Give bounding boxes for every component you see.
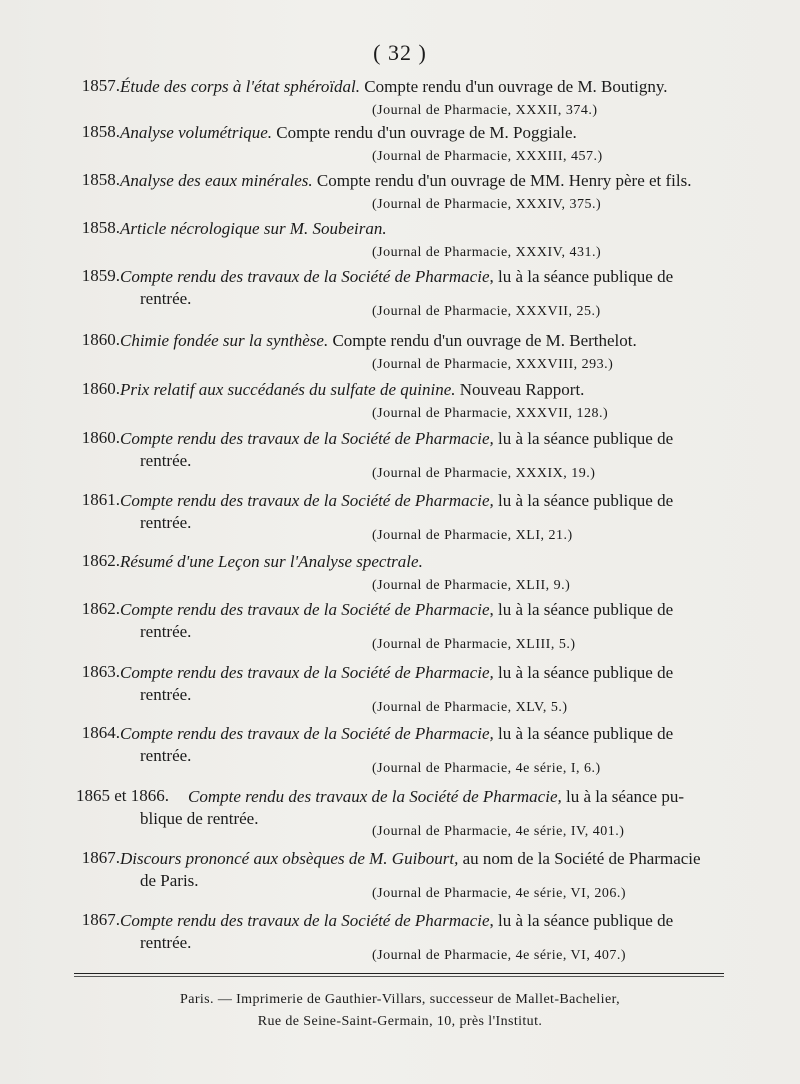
entry-continuation: de Paris. xyxy=(140,871,199,890)
entry-year: 1861. xyxy=(81,490,120,509)
page-number: ( 32 ) xyxy=(373,40,427,65)
entry-description: Compte rendu d'un ouvrage de MM. Henry père et fils. xyxy=(312,171,692,190)
entry-year: 1858. xyxy=(81,218,120,237)
entry-text xyxy=(120,122,732,143)
entry-text xyxy=(120,848,732,869)
entry-continuation: rentrée. xyxy=(140,622,192,641)
entry-year: 1858. xyxy=(81,170,120,189)
journal-reference: (Journal de Pharmacie, XXXVIII, 293.) xyxy=(372,357,614,372)
entry-description: Compte rendu d'un ouvrage de M. Poggiale. xyxy=(272,123,577,142)
entry-title: Compte rendu des travaux de la Société de Pharmacie, xyxy=(120,429,494,448)
entry-title: Étude des corps à l'état sphéroïdal. xyxy=(120,77,361,96)
journal-reference: (Journal de Pharmacie, XXXII, 374.) xyxy=(372,103,598,118)
entry-text xyxy=(120,551,732,572)
entry-year: 1863. xyxy=(81,662,120,681)
entry-title: Discours prononcé aux obsèques de M. Guibourt, xyxy=(120,849,459,868)
entry-title: Compte rendu des travaux de la Société de Pharmacie xyxy=(120,267,490,286)
journal-reference: (Journal de Pharmacie, 4e série, IV, 401.) xyxy=(372,824,625,839)
entry-title: Compte rendu des travaux de la Société de Pharmacie xyxy=(120,911,490,930)
entry-year: 1858. xyxy=(81,122,120,141)
entry-year: 1865 et 1866. xyxy=(76,786,170,805)
entry-year: 1864. xyxy=(81,723,120,742)
entry-year: 1860. xyxy=(81,379,120,398)
entry-continuation: rentrée. xyxy=(140,746,192,765)
imprint-line-1: Paris. — Imprimerie de Gauthier-Villars, successeur de Mallet-Bachelier, xyxy=(180,992,620,1007)
entry-text xyxy=(120,428,732,449)
entry-text xyxy=(188,786,800,807)
entry-year: 1860. xyxy=(81,330,120,349)
entry-title: Prix relatif aux succédanés du sulfate de quinine. xyxy=(120,380,456,399)
entry-title: Chimie fondée sur la synthèse. xyxy=(120,331,329,350)
entry-description: lu à la séance publique de xyxy=(493,491,674,510)
entry-description: Nouveau Rapport. xyxy=(455,380,585,399)
entry-year: 1867. xyxy=(81,910,120,929)
entry-description: au nom de la Société de Pharmacie xyxy=(458,849,701,868)
entry-year: 1862. xyxy=(81,551,120,570)
entry-description: lu à la séance pu- xyxy=(561,787,684,806)
entry-text xyxy=(120,490,732,511)
journal-reference: (Journal de Pharmacie, XLII, 9.) xyxy=(372,578,571,593)
entry-title: Compte rendu des travaux de la Société de Pharmacie xyxy=(120,600,490,619)
entry-title: Article nécrologique sur M. Soubeiran. xyxy=(120,219,387,238)
entry-text xyxy=(120,662,732,683)
entry-description: , lu à la séance publique de xyxy=(489,267,674,286)
entry-description: lu à la séance publique de xyxy=(493,663,674,682)
journal-reference: (Journal de Pharmacie, XLV, 5.) xyxy=(372,700,568,715)
journal-reference: (Journal de Pharmacie, XXXIII, 457.) xyxy=(372,149,603,164)
entry-text xyxy=(120,218,732,239)
entry-continuation: rentrée. xyxy=(140,513,192,532)
footer-rule xyxy=(74,973,724,974)
entry-title: Compte rendu des travaux de la Société de Pharmacie, xyxy=(120,724,494,743)
entry-description: , lu à la séance publique de xyxy=(489,600,674,619)
entry-continuation: rentrée. xyxy=(140,685,192,704)
entry-text xyxy=(120,266,732,287)
entry-title: Compte rendu des travaux de la Société de Pharmacie, xyxy=(120,663,494,682)
journal-reference: (Journal de Pharmacie, 4e série, VI, 407.) xyxy=(372,948,626,963)
entry-continuation: blique de rentrée. xyxy=(140,809,259,828)
footer-rule-thin xyxy=(74,976,724,977)
entry-continuation: rentrée. xyxy=(140,933,192,952)
journal-reference: (Journal de Pharmacie, 4e série, I, 6.) xyxy=(372,761,601,776)
entry-year: 1860. xyxy=(81,428,120,447)
entry-year: 1859. xyxy=(81,266,120,285)
journal-reference: (Journal de Pharmacie, XLIII, 5.) xyxy=(372,637,576,652)
journal-reference: (Journal de Pharmacie, XXXVII, 25.) xyxy=(372,304,601,319)
entry-text xyxy=(120,76,732,97)
imprint-line-2: Rue de Seine-Saint-Germain, 10, près l'Institut. xyxy=(257,1014,543,1029)
entry-year: 1867. xyxy=(81,848,120,867)
entry-continuation: rentrée. xyxy=(140,289,192,308)
entry-title: Analyse des eaux minérales. xyxy=(120,171,313,190)
entry-description: Compte rendu d'un ouvrage de M. Berthelot. xyxy=(328,331,637,350)
journal-reference: (Journal de Pharmacie, 4e série, VI, 206.) xyxy=(372,886,626,901)
entry-continuation: rentrée. xyxy=(140,451,192,470)
journal-reference: (Journal de Pharmacie, XXXVII, 128.) xyxy=(372,406,609,421)
journal-reference: (Journal de Pharmacie, XXXIV, 431.) xyxy=(372,245,602,260)
entry-title: Analyse volumétrique. xyxy=(120,123,273,142)
entry-year: 1857. xyxy=(81,76,120,95)
entry-description: , lu à la séance publique de xyxy=(489,911,674,930)
entry-text xyxy=(120,170,732,191)
journal-reference: (Journal de Pharmacie, XLI, 21.) xyxy=(372,528,573,543)
entry-description: lu à la séance publique de xyxy=(493,724,674,743)
entry-title: Compte rendu des travaux de la Société de Pharmacie, xyxy=(188,787,562,806)
entry-text xyxy=(120,910,732,931)
journal-reference: (Journal de Pharmacie, XXXIV, 375.) xyxy=(372,197,602,212)
entry-title: Résumé d'une Leçon sur l'Analyse spectrale. xyxy=(120,552,423,571)
entry-description: Compte rendu d'un ouvrage de M. Boutigny. xyxy=(360,77,668,96)
journal-reference: (Journal de Pharmacie, XXXIX, 19.) xyxy=(372,466,596,481)
entry-title: Compte rendu des travaux de la Société de Pharmacie, xyxy=(120,491,494,510)
entry-year: 1862. xyxy=(81,599,120,618)
entry-text xyxy=(120,379,732,400)
entry-text xyxy=(120,599,732,620)
entry-text xyxy=(120,330,732,351)
entry-description: lu à la séance publique de xyxy=(493,429,674,448)
entry-text xyxy=(120,723,732,744)
